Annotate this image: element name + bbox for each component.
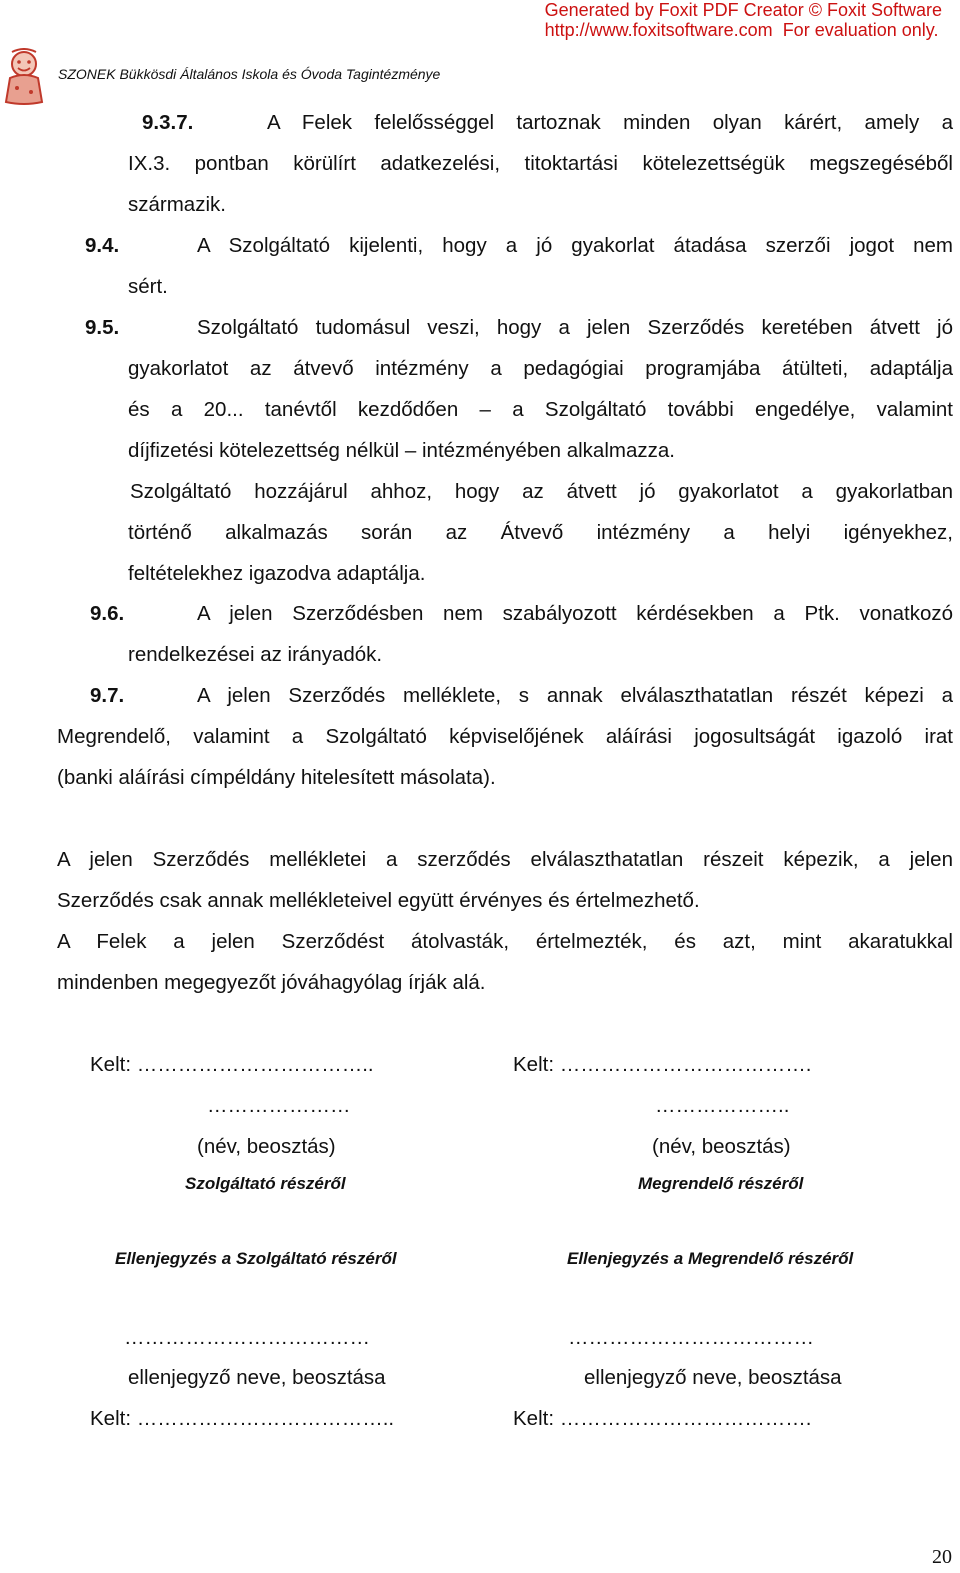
right-signature-dots: ……………….. xyxy=(655,1094,790,1117)
school-logo-icon xyxy=(2,48,46,106)
text-line: és a 20... tanévtől kezdődően – a Szolgáltató további engedélye, valamint xyxy=(128,398,953,421)
section-number-9-7: 9.7. xyxy=(90,684,125,707)
text-line: A Felek a jelen Szerződést átolvasták, értelmezték, és azt, mint akaratukkal xyxy=(57,930,953,953)
text-line: Megrendelő, valamint a Szolgáltató képviselőjének aláírási jogosultságát igazoló irat xyxy=(57,725,953,748)
foxit-watermark xyxy=(545,0,942,40)
text-line: származik. xyxy=(128,193,226,216)
text-line: gyakorlatot az átvevő intézmény a pedagógiai programjába átülteti, adaptálja xyxy=(128,357,953,380)
text-line: történő alkalmazás során az Átvevő intézmény a helyi igényekhez, xyxy=(128,521,953,544)
watermark-url[interactable]: http://www.foxitsoftware.com xyxy=(544,20,773,40)
right-kelt-line: Kelt: ………………………………. xyxy=(513,1053,812,1076)
text-line: feltételekhez igazodva adaptálja. xyxy=(128,562,426,585)
left-kelt-line: Kelt: …………………………….. xyxy=(90,1053,374,1076)
text-line: Szolgáltató tudomásul veszi, hogy a jelen Szerződés keretében átvett jó xyxy=(197,316,953,339)
text-line: Szerződés csak annak mellékleteivel együtt érvényes és értelmezhető. xyxy=(57,889,700,912)
watermark-line1: Generated by Foxit PDF Creator © Foxit Software xyxy=(544,0,942,20)
right-role-label: (név, beosztás) xyxy=(652,1135,791,1158)
text-line: IX.3. pontban körülírt adatkezelési, titoktartási kötelezettségük megszegéséből xyxy=(128,152,953,175)
text-line: díjfizetési kötelezettség nélkül – intézményében alkalmazza. xyxy=(128,439,675,462)
school-name: SZONEK Bükkösdi Általános Iskola és Óvoda Tagintézménye xyxy=(58,66,441,82)
text-line: A jelen Szerződés melléklete, s annak elválaszthatatlan részét képezi a xyxy=(197,684,953,707)
text-line: A jelen Szerződésben nem szabályozott kérdésekben a Ptk. vonatkozó xyxy=(197,602,953,625)
text-line: rendelkezései az irányadók. xyxy=(128,643,383,666)
section-number-9-3-7: 9.3.7. xyxy=(142,111,194,134)
left-countersigner-label: ellenjegyző neve, beosztása xyxy=(128,1366,386,1389)
right-countersign-dots: ……………………………… xyxy=(568,1326,814,1349)
left-party-label: Szolgáltató részéről xyxy=(185,1174,346,1193)
text-line: Szolgáltató hozzájárul ahhoz, hogy az átvett jó gyakorlatot a gyakorlatban xyxy=(130,480,953,503)
right-countersign-kelt: Kelt: ………………………………. xyxy=(513,1407,812,1430)
text-line: A Szolgáltató kijelenti, hogy a jó gyakorlat átadása szerzői jogot nem xyxy=(197,234,953,257)
left-role-label: (név, beosztás) xyxy=(197,1135,336,1158)
left-countersign-heading: Ellenjegyzés a Szolgáltató részéről xyxy=(115,1249,397,1268)
section-number-9-6: 9.6. xyxy=(90,602,125,625)
text-line: mindenben megegyezőt jóváhagyólag írják alá. xyxy=(57,971,486,994)
left-countersign-kelt: Kelt: ……………………………….. xyxy=(90,1407,395,1430)
right-party-label: Megrendelő részéről xyxy=(638,1174,804,1193)
text-line: A Felek felelősséggel tartoznak minden olyan kárért, amely a xyxy=(267,111,953,134)
text-line: (banki aláírási címpéldány hitelesített másolata). xyxy=(57,766,496,789)
right-countersign-heading: Ellenjegyzés a Megrendelő részéről xyxy=(567,1249,854,1268)
right-countersigner-label: ellenjegyző neve, beosztása xyxy=(584,1366,842,1389)
page-header xyxy=(0,44,600,104)
section-number-9-5: 9.5. xyxy=(85,316,120,339)
watermark-note: For evaluation only. xyxy=(782,20,939,40)
section-number-9-4: 9.4. xyxy=(85,234,120,257)
left-countersign-dots: ……………………………… xyxy=(124,1326,370,1349)
text-line: sért. xyxy=(128,275,168,298)
text-line: A jelen Szerződés mellékletei a szerződés elválaszthatatlan részeit képezik, a jelen xyxy=(57,848,953,871)
page-number: 20 xyxy=(932,1546,952,1568)
left-signature-dots: ………………… xyxy=(207,1094,351,1117)
